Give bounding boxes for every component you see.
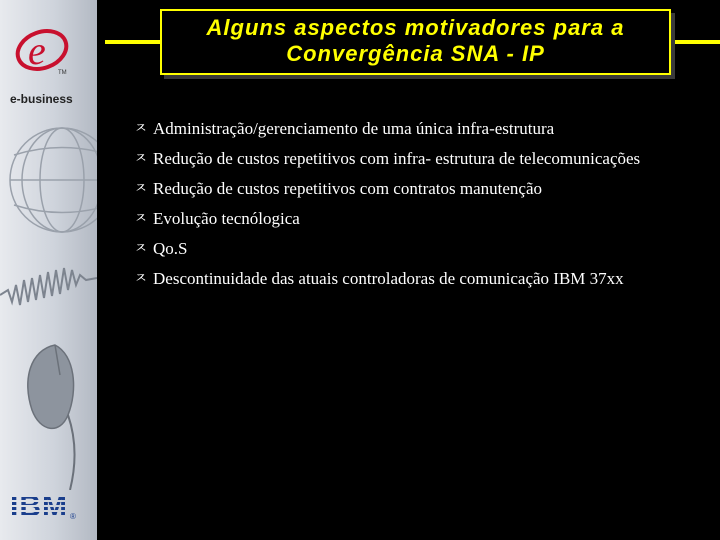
bullet-icon: ㅈ xyxy=(134,151,148,167)
list-item xyxy=(128,178,708,200)
bullet-icon: ㅈ xyxy=(134,211,148,227)
list-item xyxy=(128,208,708,230)
ibm-logo-icon: IBM xyxy=(10,490,68,523)
logo-letter: e xyxy=(28,28,46,73)
title-box xyxy=(160,9,671,75)
bullet-text: Redução de custos repetitivos com contratos manutenção xyxy=(153,179,542,198)
bullet-text: Administração/gerenciamento de uma única infra-estrutura xyxy=(153,119,555,138)
list-item xyxy=(128,268,708,290)
bullet-icon: ㅈ xyxy=(134,121,148,137)
bullet-list xyxy=(128,118,708,298)
registered-mark: ® xyxy=(70,512,76,521)
bullet-text: Redução de custos repetitivos com infra- estrutura de telecomunicações xyxy=(153,149,641,168)
bullet-text: Descontinuidade das atuais controladoras de comunicação IBM 37xx xyxy=(153,269,624,288)
bullet-text: Qo.S xyxy=(153,239,188,258)
sidebar-panel xyxy=(0,0,97,540)
title-rule-left xyxy=(105,40,160,44)
bullet-icon: ㅈ xyxy=(134,241,148,257)
brand-label: e-business xyxy=(10,92,73,106)
bullet-icon: ㅈ xyxy=(134,271,148,287)
bullet-text: Evolução tecnólogica xyxy=(153,209,300,228)
bullet-icon: ㅈ xyxy=(134,181,148,197)
globe-wave-mouse-decoration-icon xyxy=(0,110,97,490)
slide-title: Alguns aspectos motivadores para a Convergência SNA - IP xyxy=(206,15,625,66)
trademark-label: TM xyxy=(58,70,67,76)
list-item xyxy=(128,238,708,260)
title-rule-right xyxy=(671,40,720,44)
list-item xyxy=(128,148,708,170)
list-item xyxy=(128,118,708,140)
